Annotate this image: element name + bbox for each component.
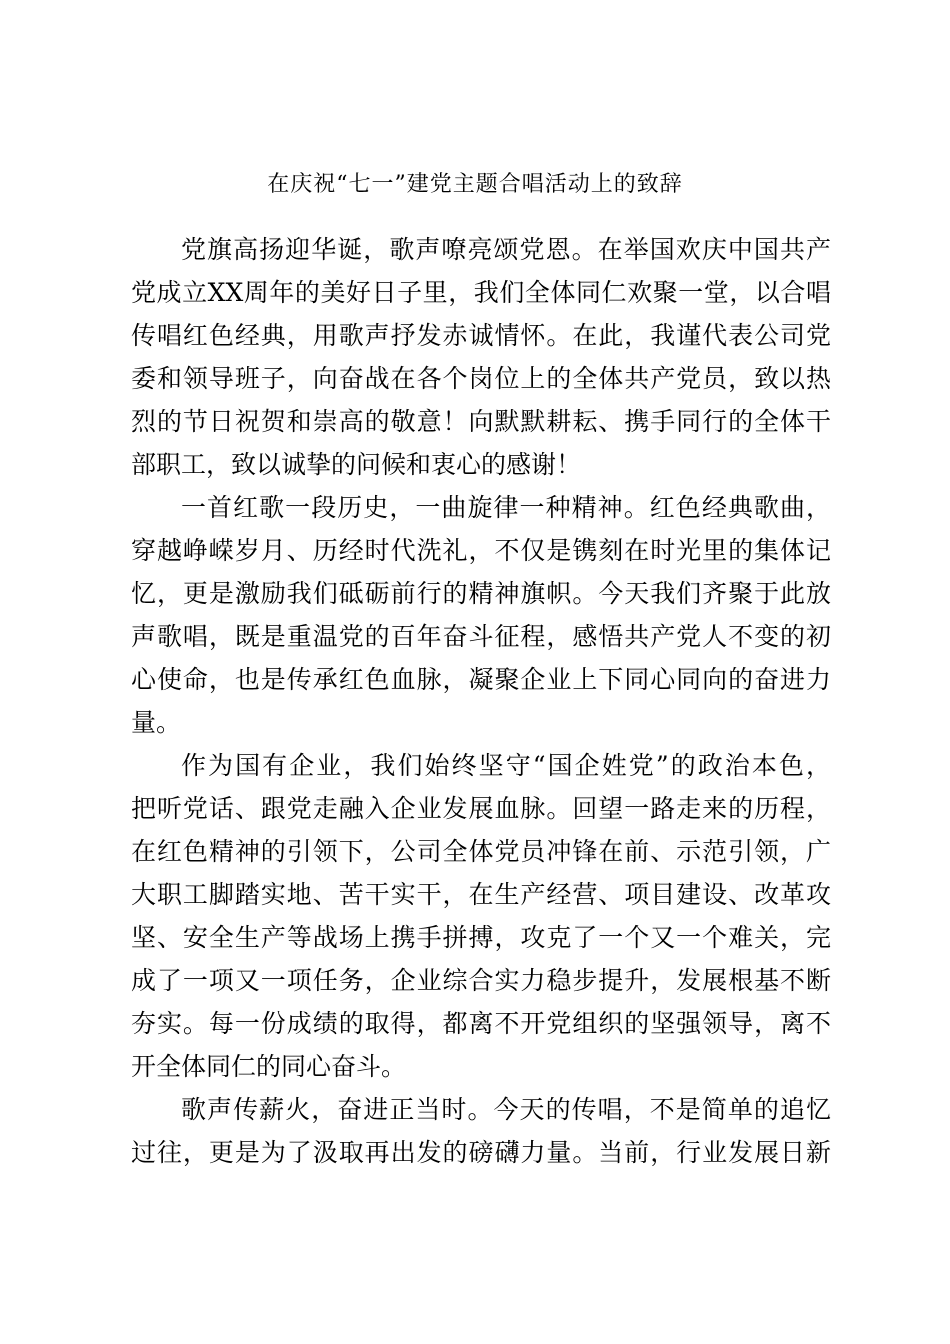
- paragraph-line: 把听党话、跟党走融入企业发展血脉。回望一路走来的历程，: [131, 794, 831, 823]
- paragraph-line: 党旗高扬迎华诞，歌声嘹亮颂党恩。在举国欢庆中国共产: [181, 235, 831, 264]
- paragraph-line: 歌声传薪火，奋进正当时。今天的传唱，不是简单的追忆: [181, 1095, 831, 1124]
- document-body: [131, 228, 831, 1174]
- paragraph-line: 开全体同仁的同心奋斗。: [131, 1052, 407, 1081]
- paragraph-line: 心使命，也是传承红色血脉，凝聚企业上下同心同向的奋进力: [131, 665, 831, 694]
- paragraph-line: 委和领导班子，向奋战在各个岗位上的全体共产党员，致以热: [131, 364, 831, 393]
- paragraph-line: 在红色精神的引领下，公司全体党员冲锋在前、示范引领，广: [131, 837, 831, 866]
- paragraph-line: 声歌唱，既是重温党的百年奋斗征程，感悟共产党人不变的初: [131, 622, 831, 651]
- paragraph-3: [131, 744, 831, 1088]
- paragraph-line: 传唱红色经典，用歌声抒发赤诚情怀。在此，我谨代表公司党: [131, 321, 831, 350]
- paragraph-line: 量。: [131, 708, 182, 737]
- paragraph-line: 坚、安全生产等战场上携手拼搏，攻克了一个又一个难关，完: [131, 923, 831, 952]
- paragraph-line: 作为国有企业，我们始终坚守“国企姓党”的政治本色，: [181, 751, 831, 780]
- paragraph-1: [131, 228, 831, 486]
- paragraph-line: 过往，更是为了汲取再出发的磅礴力量。当前，行业发展日新: [131, 1138, 831, 1167]
- paragraph-line: 大职工脚踏实地、苦干实干，在生产经营、项目建设、改革攻: [131, 880, 831, 909]
- paragraph-line: 夯实。每一份成绩的取得，都离不开党组织的坚强领导，离不: [131, 1009, 831, 1038]
- paragraph-line: 成了一项又一项任务，企业综合实力稳步提升，发展根基不断: [131, 966, 831, 995]
- paragraph-line: 穿越峥嵘岁月、历经时代洗礼，不仅是镌刻在时光里的集体记: [131, 536, 831, 565]
- paragraph-2: [131, 486, 831, 744]
- paragraph-4: [131, 1088, 831, 1174]
- paragraph-line: 忆，更是激励我们砥砺前行的精神旗帜。今天我们齐聚于此放: [131, 579, 831, 608]
- paragraph-line: 一首红歌一段历史，一曲旋律一种精神。红色经典歌曲，: [181, 493, 831, 522]
- document-title: 在庆祝“七一”建党主题合唱活动上的致辞: [267, 172, 683, 197]
- paragraph-line: 党成立XX周年的美好日子里，我们全体同仁欢聚一堂，以合唱: [131, 278, 831, 307]
- paragraph-line: 部职工，致以诚挚的问候和衷心的感谢！: [131, 450, 582, 479]
- paragraph-line: 烈的节日祝贺和崇高的敬意！向默默耕耘、携手同行的全体干: [131, 407, 831, 436]
